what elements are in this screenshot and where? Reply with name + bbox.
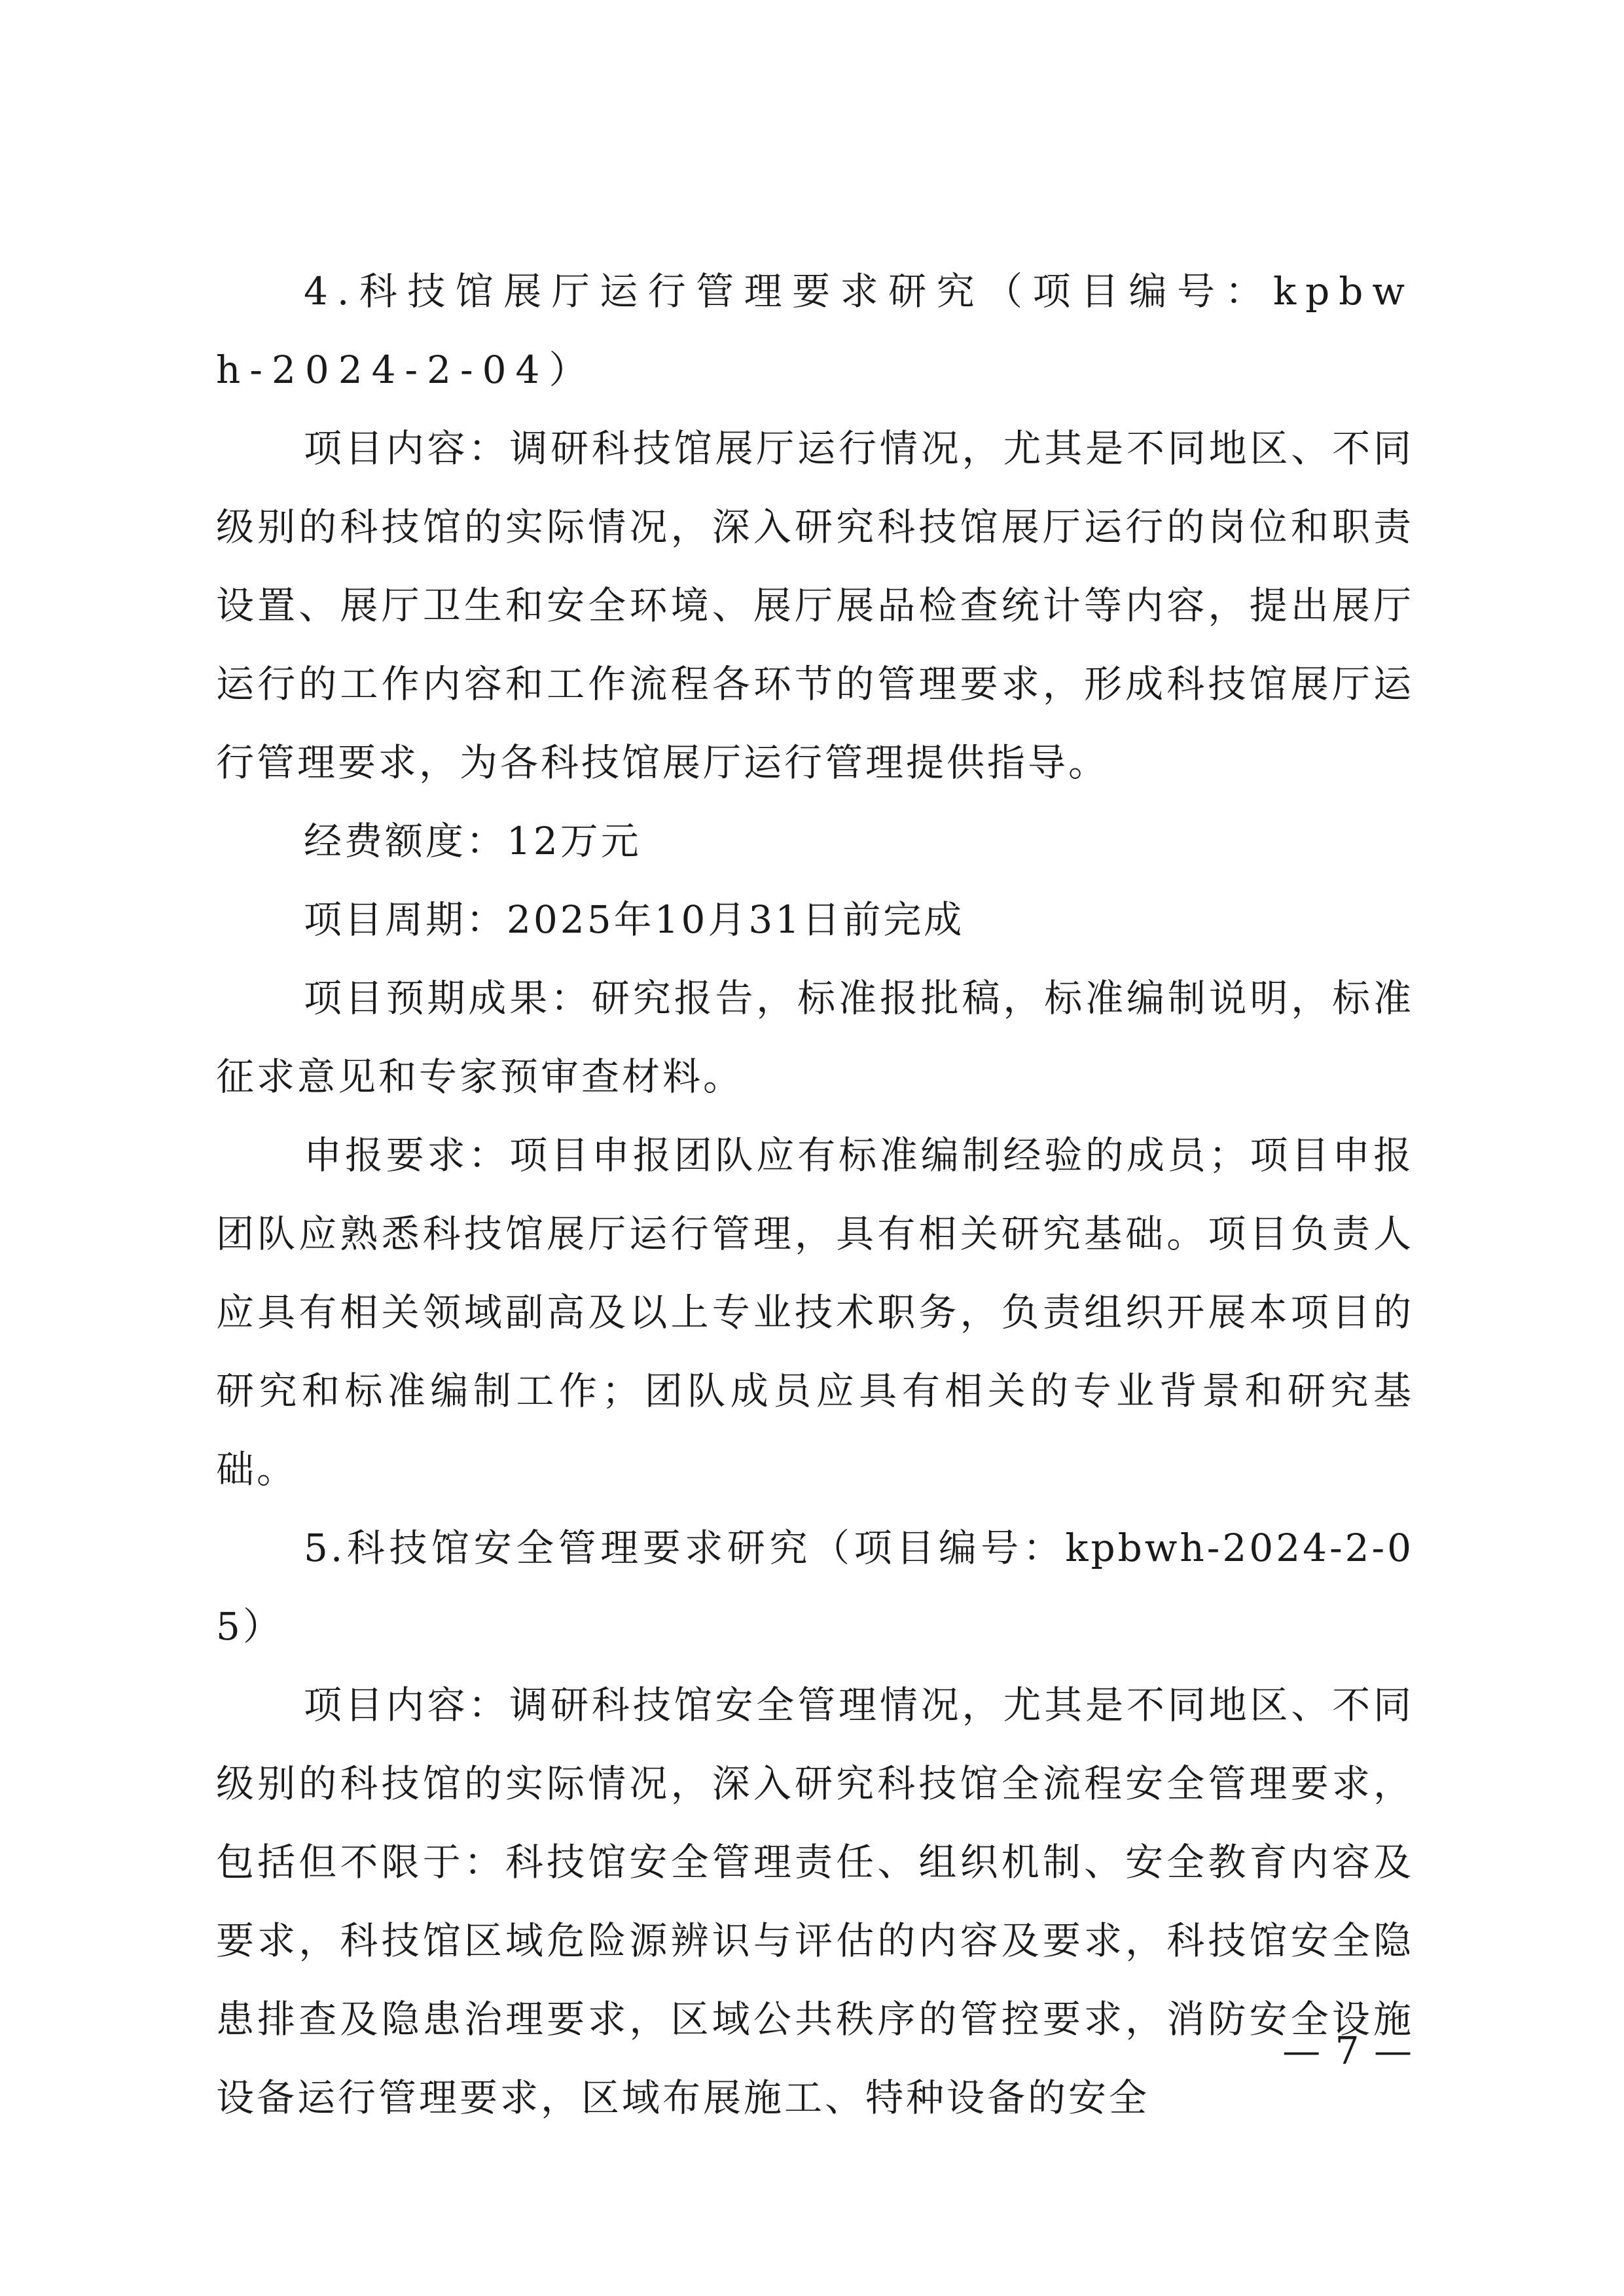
paragraph-period-4: 项目周期：2025年10月31日前完成	[304, 897, 965, 942]
paragraph-budget-4: 经费额度：12万元	[304, 819, 641, 863]
section-heading-5: 5.科技馆安全管理要求研究（项目编号：kpbwh-2024-2-05）	[216, 1526, 1414, 1649]
document-body	[216, 252, 1414, 2137]
paragraph-project-content-5: 项目内容：调研科技馆安全管理情况，尤其是不同地区、不同级别的科技馆的实际情况，深入研究科技馆全流程安全管理要求，包括但不限于：科技馆安全管理责任、组织机制、安全教育内容及要求，科技馆区域危险源辨识与评估的内容及要求，科技馆安全隐患排查及隐患治理要求，区域公共秩序的管控要求，消防安全设施设备运行管理要求，区域布展施工、特种设备的安全	[216, 1683, 1414, 2120]
section-heading-4: 4.科技馆展厅运行管理要求研究（项目编号：kpbwh-2024-2-04）	[216, 269, 1414, 392]
page-number: — 7 —	[1282, 2028, 1413, 2073]
paragraph-project-content-4: 项目内容：调研科技馆展厅运行情况，尤其是不同地区、不同级别的科技馆的实际情况，深入研究科技馆展厅运行的岗位和职责设置、展厅卫生和安全环境、展厅展品检查统计等内容，提出展厅运行的工作内容和工作流程各环节的管理要求，形成科技馆展厅运行管理要求，为各科技馆展厅运行管理提供指导。	[216, 426, 1414, 785]
paragraph-requirements-4: 申报要求：项目申报团队应有标准编制经验的成员；项目申报团队应熟悉科技馆展厅运行管理，具有相关研究基础。项目负责人应具有相关领域副高及以上专业技术职务，负责组织开展本项目的研究和标准编制工作；团队成员应具有相关的专业背景和研究基础。	[216, 1133, 1414, 1492]
paragraph-expected-results-4: 项目预期成果：研究报告，标准报批稿，标准编制说明，标准征求意见和专家预审查材料。	[216, 976, 1414, 1099]
